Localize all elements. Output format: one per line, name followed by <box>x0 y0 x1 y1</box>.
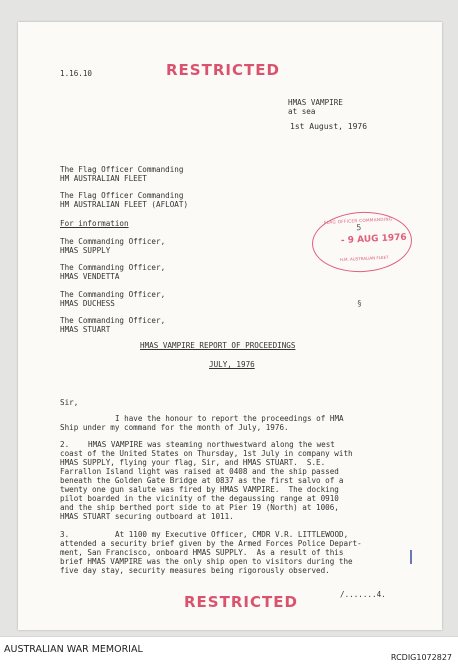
institution-name: AUSTRALIAN WAR MEMORIAL <box>4 644 143 655</box>
para2-line: HMAS SUPPLY, flying your flag, Sir, and HMAS STUART. S.E. <box>60 458 326 467</box>
para3-line: brief HMAS VAMPIRE was the only ship open to visitors during the <box>60 557 353 566</box>
report-title: HMAS VAMPIRE REPORT OF PROCEEDINGS <box>140 341 296 350</box>
addressee-1-line1: The Flag Officer Commanding <box>60 165 184 174</box>
para2-line: HMAS STUART securing outboard at 1011. <box>60 512 234 521</box>
letter-date: 1st August, 1976 <box>290 122 368 131</box>
restricted-stamp-top: RESTRICTED <box>166 61 280 79</box>
info-addressee-2-line2: HMAS VENDETTA <box>60 272 120 281</box>
para2-number: 2. <box>60 440 70 449</box>
report-subtitle: JULY, 1976 <box>209 360 255 369</box>
para1-line: I have the honour to report the proceedings of HMA <box>115 414 344 423</box>
archive-footer <box>0 636 458 667</box>
info-addressee-3-line2: HMAS DUCHESS <box>60 299 115 308</box>
addressee-1-line2: HM AUSTRALIAN FLEET <box>60 174 147 183</box>
para2-line: pilot boarded in the vicinity of the degaussing range at 0910 <box>60 494 339 503</box>
stamp-ring-top-text: FLAG OFFICER COMMANDING <box>323 216 393 225</box>
stamp-handwritten-number: 5 <box>356 223 362 233</box>
para2-line: coast of the United States on Thursday, 1st July in company with <box>60 449 353 458</box>
para2-line: Farrallon Island light was raised at 0408 and the ship passed <box>60 467 339 476</box>
stamp-date: - 9 AUG 1976 <box>340 232 407 247</box>
para3-line: five day stay, security measures being rigorously observed. <box>60 566 330 575</box>
info-addressee-4-line1: The Commanding Officer, <box>60 316 166 325</box>
addressee-2-line1: The Flag Officer Commanding <box>60 191 184 200</box>
info-addressee-4-line2: HMAS STUART <box>60 325 111 334</box>
info-addressee-1-line2: HMAS SUPPLY <box>60 246 111 255</box>
for-information-heading: For information <box>60 219 129 228</box>
sender-location: at sea <box>288 107 316 116</box>
para3-number: 3. <box>60 530 70 539</box>
restricted-stamp-bottom: RESTRICTED <box>184 593 298 611</box>
sender-ship: HMAS VAMPIRE <box>288 98 343 107</box>
record-id: RCDIG1072827 <box>390 653 452 662</box>
margin-ink-bar <box>410 550 412 564</box>
salutation: Sir, <box>60 398 79 407</box>
addressee-2-line2: HM AUSTRALIAN FLEET (AFLOAT) <box>60 200 189 209</box>
margin-mark: § <box>357 299 362 308</box>
stamp-ring-bottom-text: H.M. AUSTRALIAN FLEET <box>339 254 389 263</box>
para2-line: beneath the Golden Gate Bridge at 0837 as the first salvo of a <box>60 476 344 485</box>
info-addressee-3-line1: The Commanding Officer, <box>60 290 166 299</box>
info-addressee-2-line1: The Commanding Officer, <box>60 263 166 272</box>
info-addressee-1-line1: The Commanding Officer, <box>60 237 166 246</box>
para3-line: At 1100 my Executive Officer, CMDR V.R. LITTLEWOOD, <box>115 530 349 539</box>
para2-line: and the ship berthed port side to at Pier 19 (North) at 1006, <box>60 503 339 512</box>
para1-line: Ship under my command for the month of July, 1976. <box>60 423 289 432</box>
para2-line: twenty one gun salute was fired by HMAS VAMPIRE. The docking <box>60 485 339 494</box>
file-reference: 1.16.10 <box>60 69 93 78</box>
para3-line: ment, San Francisco, onboard HMAS SUPPLY. As a result of this <box>60 548 344 557</box>
para3-line: attended a security brief given by the Armed Forces Police Depart- <box>60 539 362 548</box>
para2-line: HMAS VAMPIRE was steaming northwestward along the west <box>88 440 335 449</box>
continuation-marker: /.......4. <box>340 590 386 599</box>
